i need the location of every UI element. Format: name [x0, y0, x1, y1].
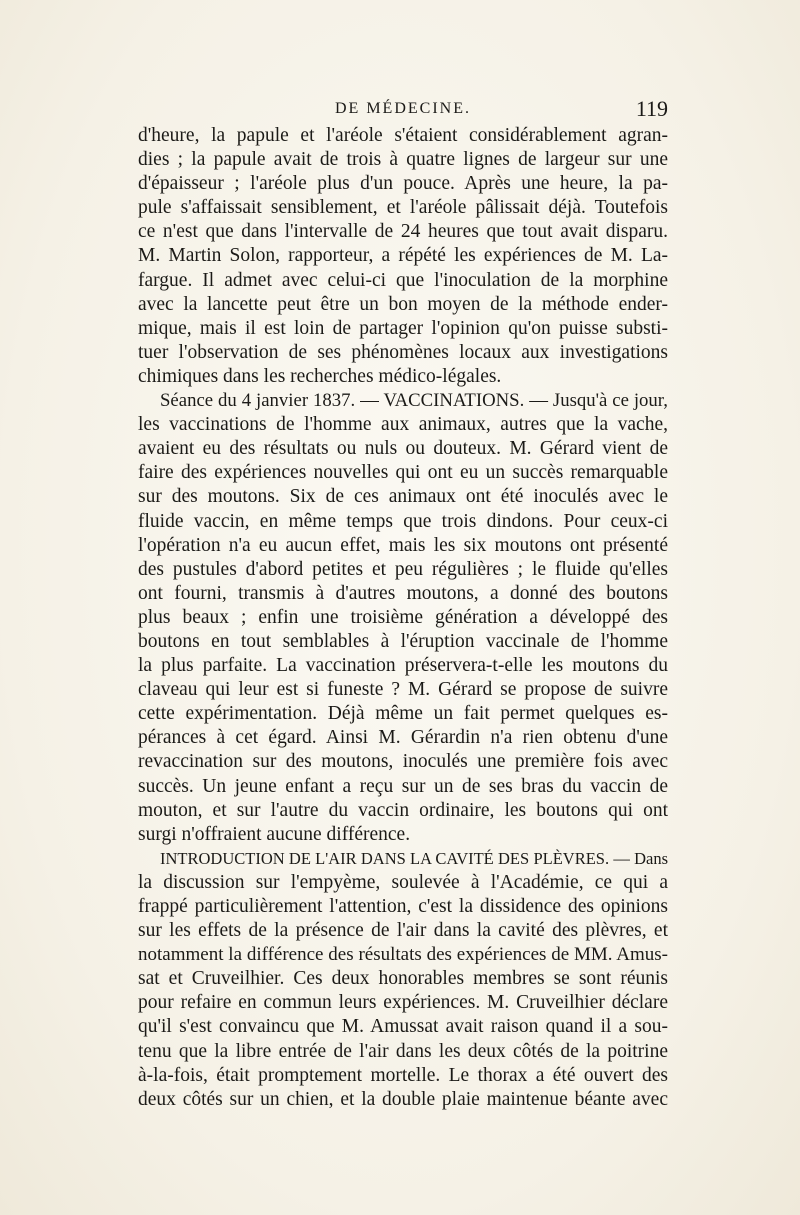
text-line: sat et Cruveilhier. Ces deux honorables membres se sont réunis	[138, 968, 668, 990]
text-line: tuer l'observation de ses phénomènes locaux aux investigations	[138, 341, 668, 363]
text-line: frappé particulièrement l'attention, c'est la dissidence des opinions	[138, 896, 668, 917]
body-text	[138, 124, 668, 1112]
text-line: tenu que la libre entrée de l'air dans les deux côtés de la poitrine	[138, 1040, 668, 1062]
text-line: deux côtés sur un chien, et la double plaie maintenue béante avec	[138, 1088, 668, 1110]
text-line: notamment la différence des résultats des expériences de MM. Amus-	[138, 944, 668, 966]
text-line: plus beaux ; enfin une troisième génération a développé des	[138, 606, 668, 628]
text-line: d'épaisseur ; l'aréole plus d'un pouce. Après une heure, la pa-	[138, 173, 668, 195]
text-line: ce n'est que dans l'intervalle de 24 heures que tout avait disparu.	[138, 221, 668, 243]
running-head	[138, 96, 668, 122]
page-number: 119	[635, 96, 668, 121]
text-line: la plus parfaite. La vaccination préservera-t-elle les moutons du	[138, 655, 668, 677]
text-line: fluide vaccin, en même temps que trois dindons. Pour ceux-ci	[138, 510, 668, 532]
text-line: sur des moutons. Six de ces animaux ont été inoculés avec le	[138, 486, 668, 508]
text-line: succès. Un jeune enfant a reçu sur un de ses bras du vaccin de	[138, 775, 668, 797]
text-line: cette expérimentation. Déjà même un fait permet quelques es-	[138, 703, 668, 725]
text-line: à-la-fois, était promptement mortelle. Le thorax a été ouvert des	[138, 1064, 668, 1086]
text-line: qu'il s'est convaincu que M. Amussat avait raison quand il a sou-	[138, 1016, 668, 1038]
text-line: pérances à cet égard. Ainsi M. Gérardin n'a rien obtenu d'une	[138, 727, 668, 749]
text-line: claveau qui leur est si funeste ? M. Gérard se propose de suivre	[138, 679, 668, 701]
text-line: d'heure, la papule et l'aréole s'étaient considérablement agran-	[138, 125, 668, 146]
text-line: sur les effets de la présence de l'air dans la cavité des plèvres, et	[138, 920, 668, 942]
text-line: faire des expériences nouvelles qui ont eu un succès remarquable	[138, 462, 668, 484]
text-line: l'opération n'a eu aucun effet, mais les six moutons ont présenté	[138, 534, 668, 556]
text-line: les vaccinations de l'homme aux animaux, autres que la vache,	[138, 414, 668, 436]
text-line: surgi n'offraient aucune différence.	[138, 823, 411, 845]
text-line: chimiques dans les recherches médico-légales.	[138, 365, 502, 387]
text-line: mique, mais il est loin de partager l'opinion qu'on puisse substi-	[138, 317, 668, 339]
text-line: revaccination sur des moutons, inoculés une première fois avec	[138, 751, 668, 773]
text-line: des pustules d'abord petites et peu régulières ; le fluide qu'elles	[138, 558, 668, 580]
text-line: pour refaire en commun leurs expériences. M. Cruveilhier déclare	[138, 992, 668, 1014]
running-title: DE MÉDECINE.	[335, 100, 471, 117]
text-line: dies ; la papule avait de trois à quatre lignes de largeur sur une	[138, 149, 668, 171]
text-line: la discussion sur l'empyème, soulevée à l'Académie, ce qui a	[138, 871, 668, 893]
text-line: pule s'affaissait sensiblement, et l'aréole pâlissait déjà. Toutefois	[138, 197, 668, 219]
text-line: mouton, et sur l'autre du vaccin ordinaire, les boutons qui ont	[138, 799, 668, 821]
text-line: INTRODUCTION DE L'AIR DANS LA CAVITÉ DES PLÈVRES. — Dans	[160, 848, 668, 868]
text-line: fargue. Il admet avec celui-ci que l'inoculation de la morphine	[138, 269, 668, 291]
text-line: boutons en tout semblables à l'éruption vaccinale de l'homme	[138, 630, 668, 652]
text-line: avaient eu des résultats ou nuls ou douteux. M. Gérard vient de	[138, 438, 668, 460]
text-line: ont fourni, transmis à d'autres moutons, a donné des boutons	[138, 582, 668, 604]
text-line: Séance du 4 janvier 1837. — VACCINATIONS. — Jusqu'à ce jour,	[160, 390, 668, 412]
text-line: avec la lancette peut être un bon moyen de la méthode ender-	[138, 293, 668, 315]
text-line: M. Martin Solon, rapporteur, a répété les expériences de M. La-	[138, 245, 668, 267]
